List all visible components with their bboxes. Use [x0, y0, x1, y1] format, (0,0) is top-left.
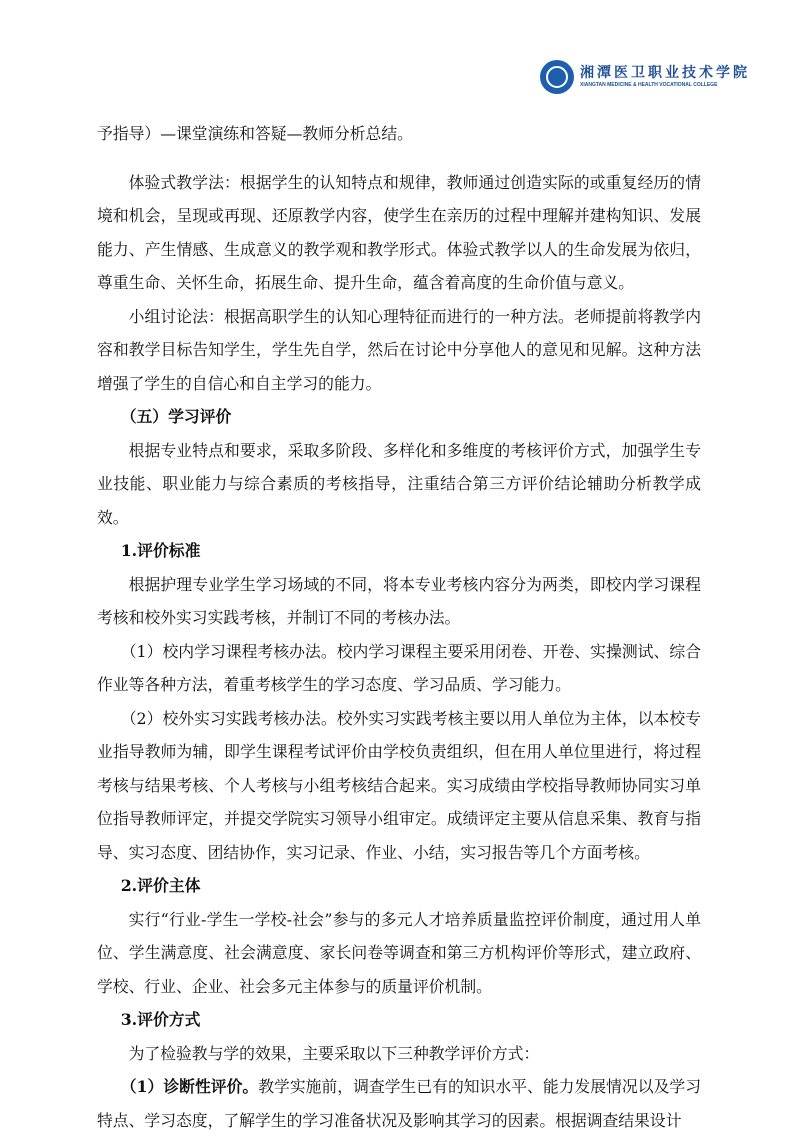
- bold-lead: （1）诊断性评价。: [120, 1077, 259, 1096]
- paragraph: 实行“行业-学生一学校-社会”参与的多元人才培养质量监控评价制度，通过用人单位、学生满意度、社会满意度、家长问卷等调查和第三方机构评价等形式，建立政府、学校、行业、企业、社会多元主体参与的质量评价机制。: [97, 909, 701, 996]
- subsection-heading: 2.评价主体: [120, 876, 201, 895]
- college-seal-icon: [540, 60, 574, 94]
- logo-chinese-name: 湘潭医卫职业技术学院: [580, 65, 750, 81]
- paragraph: 根据专业特点和要求，采取多阶段、多样化和多维度的考核评价方式，加强学生专业技能、职业能力与综合素质的考核指导，注重结合第三方评价结论辅助分析教学成效。: [97, 440, 701, 527]
- paragraph: 根据护理专业学生学习场域的不同，将本专业考核内容分为两类，即校内学习课程考核和校外实习实践考核，并制订不同的考核办法。: [97, 574, 701, 627]
- paragraph: 予指导）—课堂演练和答疑—教师分析总结。: [97, 124, 413, 143]
- paragraph: 为了检验教与学的效果，主要采取以下三种教学评价方式：: [128, 1043, 540, 1063]
- paragraph: 小组讨论法：根据高职学生的认知心理特征而进行的一种方法。老师提前将教学内容和教学目标告知学生，学生先自学，然后在讨论中分享他人的意见和见解。这种方法增强了学生的自信心和自主学习的能力。: [97, 306, 701, 393]
- paragraph-text: 教学实施前，调查学生已有的知识水平、能力发展情况以及学习特点、学习态度，了解学生的学习准备状况及影响其学习的因素。根据调查结果设计: [97, 1077, 701, 1130]
- paragraph: 体验式教学法：根据学生的认知特点和规律，教师通过创造实际的或重复经历的情境和机会，呈现或再现、还原教学内容，使学生在亲历的过程中理解并建构知识、发展能力、产生情感、生成意义的教学观和教学形式。体验式教学以人的生命发展为依归，尊重生命、关怀生命，拓展生命、提升生命，蕴含着高度的生命价值与意义。: [97, 172, 701, 292]
- paragraph: [97, 1070, 701, 1137]
- paragraph: （1）校内学习课程考核办法。校内学习课程主要采用闭卷、开卷、实操测试、综合作业等各种方法，着重考核学生的学习态度、学习品质、学习能力。: [97, 641, 701, 694]
- section-heading: （五）学习评价: [120, 407, 232, 426]
- paragraph: （2）校外实习实践考核办法。校外实习实践考核主要以用人单位为主体，以本校专业指导教师为辅，即学生课程考试评价由学校负责组织，但在用人单位里进行，将过程考核与结果考核、个人考核与小组考核结合起来。实习成绩由学校指导教师协同实习单位指导教师评定，并提交学院实习领导小组审定。成绩评定主要从信息采集、教育与指导、实习态度、团结协作，实习记录、作业、小结，实习报告等几个方面考核。: [97, 708, 701, 862]
- document-body: [97, 117, 701, 1137]
- logo-english-name: XIANGTAN MEDICINE & HEALTH VOCATIONAL COLLEGE: [580, 82, 718, 88]
- college-logo: [540, 60, 750, 94]
- subsection-heading: 3.评价方式: [120, 1010, 201, 1029]
- subsection-heading: 1.评价标准: [120, 541, 201, 560]
